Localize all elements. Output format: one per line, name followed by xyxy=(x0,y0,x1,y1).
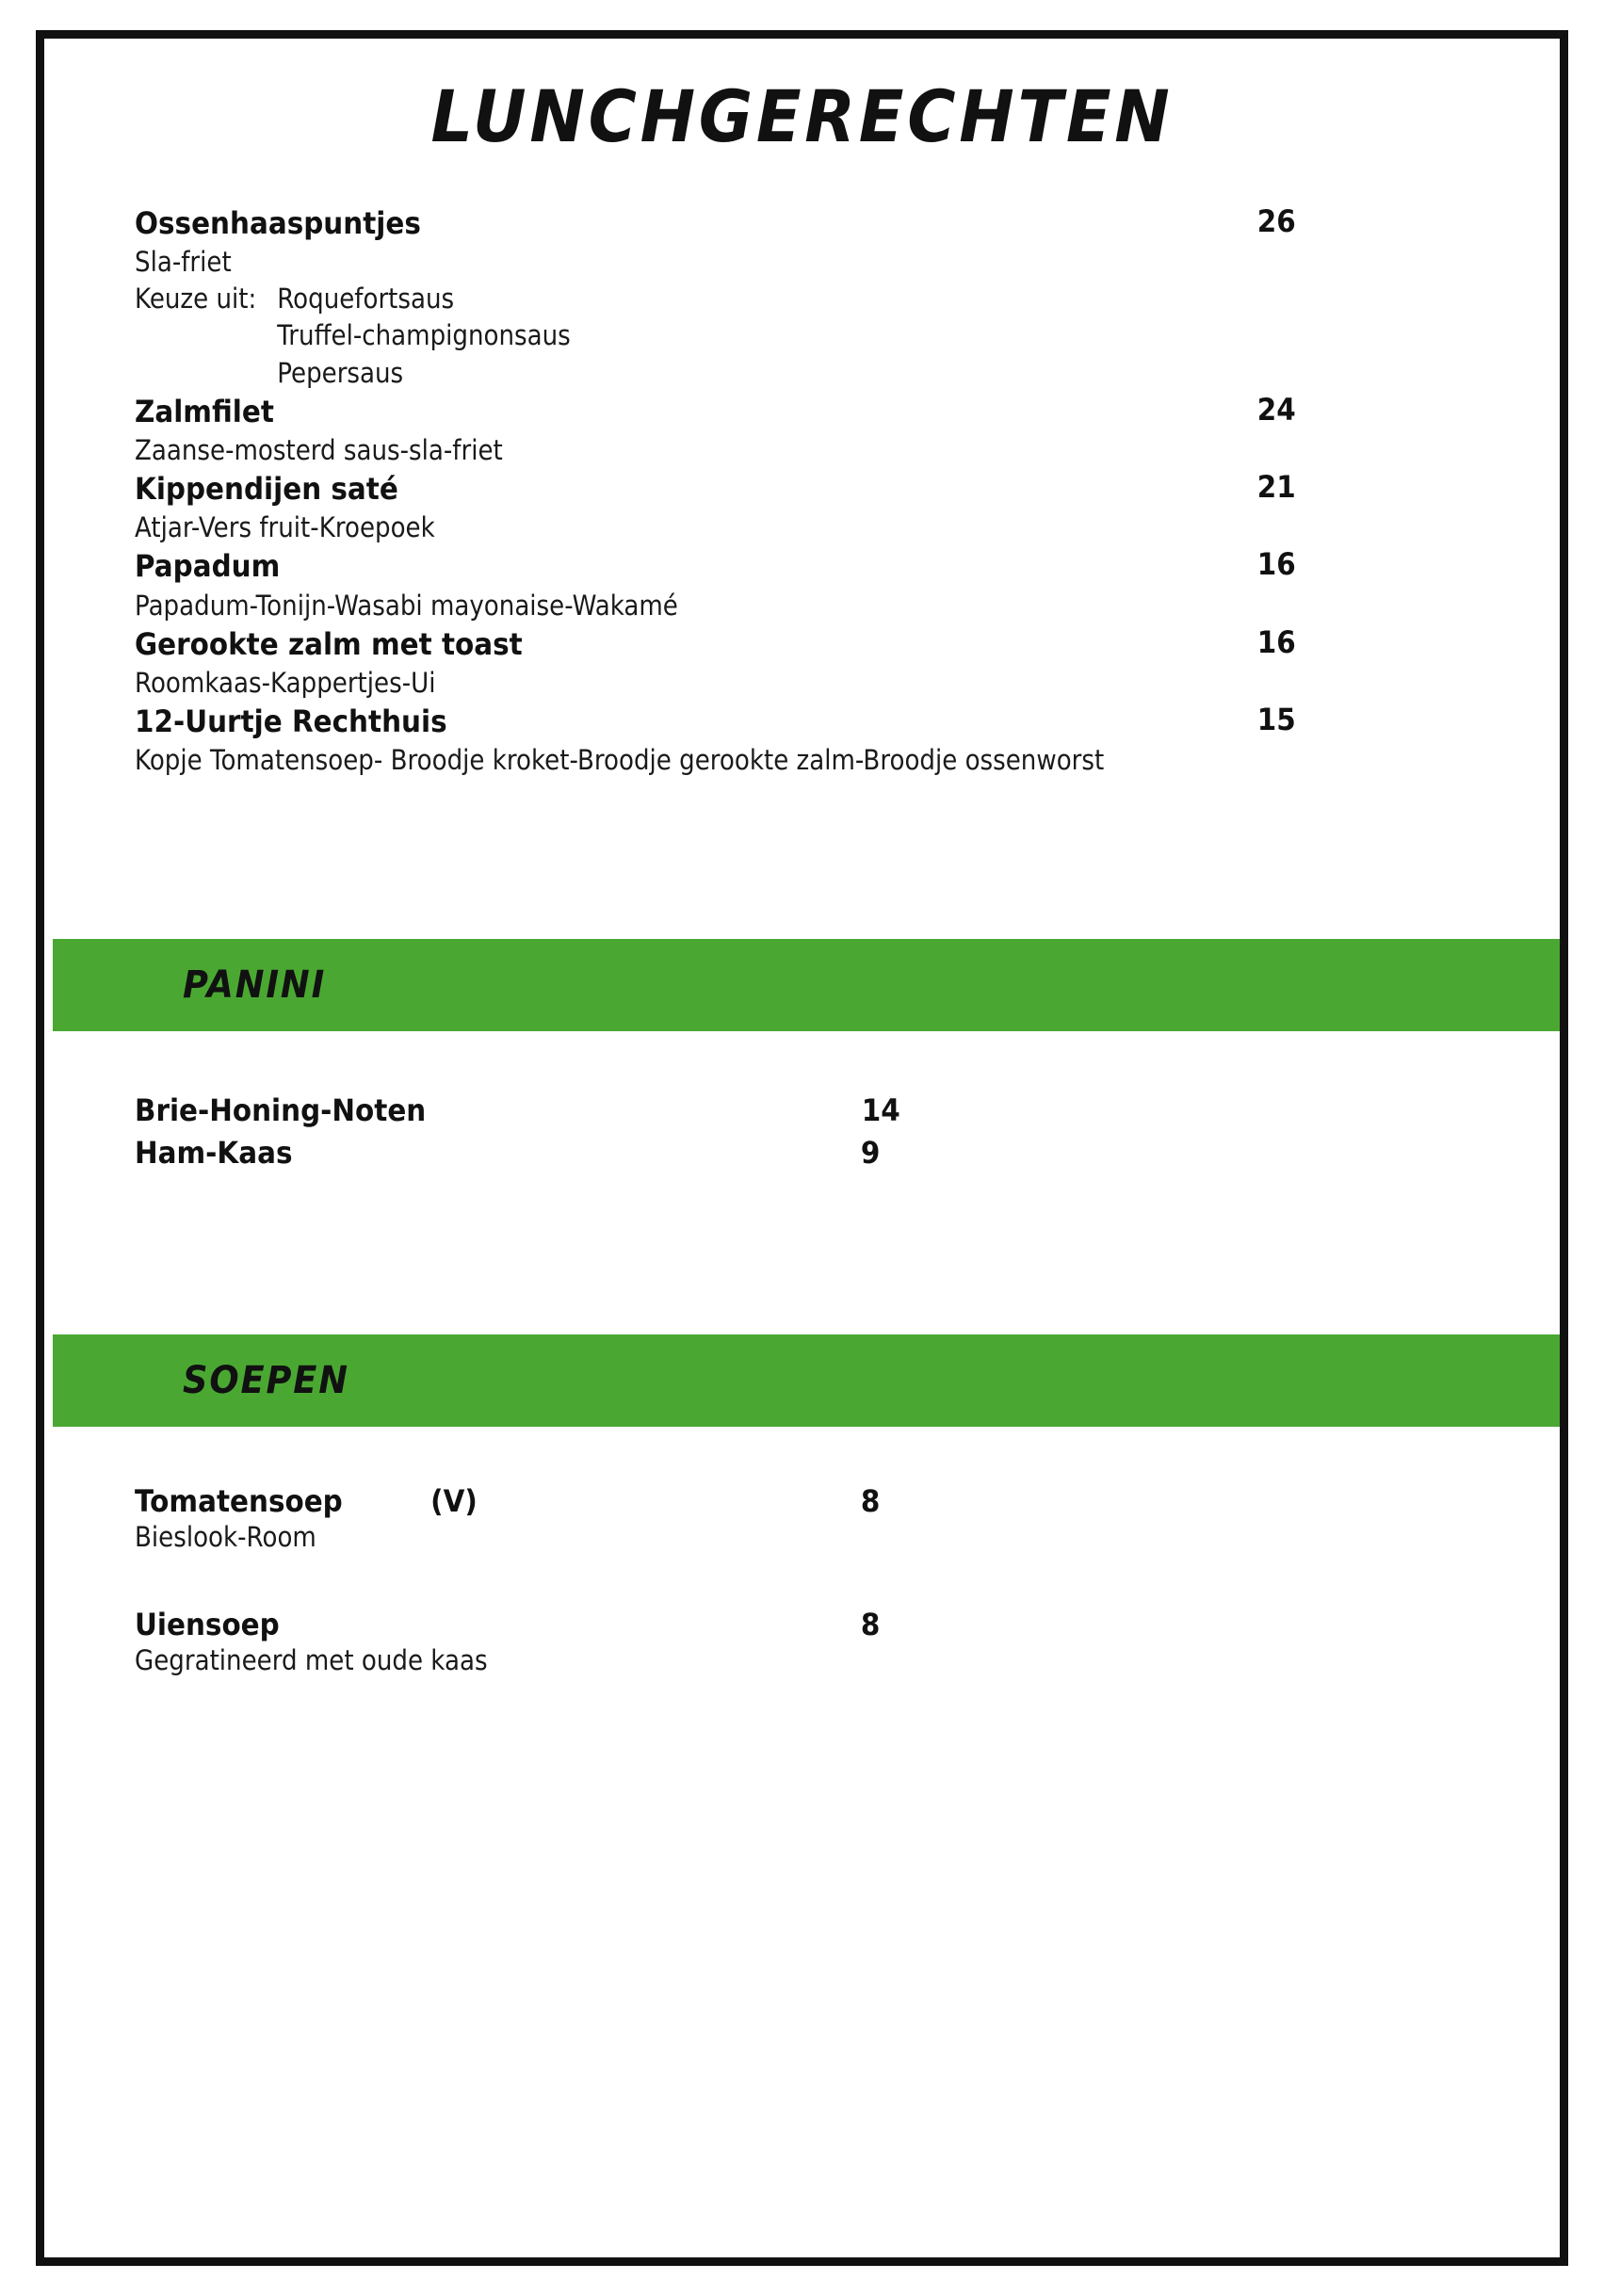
menu-item-price: 16 xyxy=(1256,546,1296,583)
soepen-section-heading: SOEPEN xyxy=(183,1358,349,1402)
soepen-section xyxy=(135,1483,1492,1679)
soepen-section-band xyxy=(53,1334,1568,1427)
soep-item-head xyxy=(135,1607,1492,1642)
panini-item-price: 14 xyxy=(861,1092,900,1129)
soep-item-name: Uiensoep xyxy=(135,1607,280,1643)
choice-option: Pepersaus xyxy=(277,356,404,389)
menu-item-head xyxy=(135,702,1492,742)
soep-item-name: Tomatensoep xyxy=(135,1482,343,1519)
menu-item-price: 15 xyxy=(1256,702,1296,738)
menu-item-name: Zalmfilet xyxy=(135,393,274,429)
menu-item xyxy=(135,546,1492,623)
menu-item xyxy=(135,702,1492,779)
menu-item-price: 16 xyxy=(1256,623,1296,660)
menu-item-name: 12-Uurtje Rechthuis xyxy=(135,703,447,740)
menu-item xyxy=(135,203,1492,392)
soep-spacer xyxy=(135,1556,1492,1605)
panini-section-band xyxy=(53,939,1568,1031)
menu-item-description: Atjar-Vers fruit-Kroepoek xyxy=(135,511,435,544)
panini-item-name: Ham-Kaas xyxy=(135,1135,293,1172)
page-title: LUNCHGERECHTEN xyxy=(430,74,1174,158)
menu-item-price: 24 xyxy=(1256,391,1296,428)
menu-item-price: 26 xyxy=(1256,203,1296,239)
menu-item-description: Roomkaas-Kappertjes-Ui xyxy=(135,666,436,699)
menu-item-description: Papadum-Tonijn-Wasabi mayonaise-Wakamé xyxy=(135,589,678,622)
section-spacer xyxy=(135,779,1492,939)
panini-section xyxy=(135,1090,1492,1174)
choice-option: Roquefortsaus xyxy=(277,283,455,315)
menu-item xyxy=(135,469,1492,546)
panini-item xyxy=(135,1132,1492,1174)
menu-item xyxy=(135,624,1492,702)
soep-item-description: Gegratineerd met oude kaas xyxy=(135,1644,488,1677)
menu-item-name: Kippendijen saté xyxy=(135,471,398,508)
choice-label: Keuze uit: xyxy=(135,283,257,315)
menu-item-description: Kopje Tomatensoep- Broodje kroket-Broodje gerookte zalm-Broodje ossenworst xyxy=(135,744,1105,777)
menu-item-head xyxy=(135,546,1492,587)
menu-item-description: Sla-friet xyxy=(135,246,232,279)
menu-item-name: Gerookte zalm met toast xyxy=(135,625,523,662)
soep-item-price: 8 xyxy=(860,1482,881,1519)
soep-item-description: Bieslook-Room xyxy=(135,1520,316,1553)
menu-item-head xyxy=(135,392,1492,432)
section-spacer xyxy=(135,1174,1492,1334)
panini-item-name: Brie-Honing-Noten xyxy=(135,1092,427,1129)
choice-list xyxy=(277,281,571,391)
band-spacer xyxy=(135,1427,1492,1481)
menu-item-name: Papadum xyxy=(135,548,281,585)
soep-item-vegetarian-tag: (V) xyxy=(430,1482,478,1519)
menu-item-price: 21 xyxy=(1256,469,1296,506)
menu-item-name: Ossenhaaspuntjes xyxy=(135,205,421,241)
menu-item xyxy=(135,392,1492,469)
menu-item-head xyxy=(135,203,1492,244)
menu-frame xyxy=(36,30,1568,2266)
menu-content xyxy=(44,203,1560,1679)
soep-item xyxy=(135,1483,1492,1556)
choice-option: Truffel-champignonsaus xyxy=(277,319,571,352)
soep-item-head xyxy=(135,1483,1492,1519)
menu-item-description: Zaanse-mosterd saus-sla-friet xyxy=(135,433,503,466)
soep-item xyxy=(135,1607,1492,1679)
menu-item-head xyxy=(135,469,1492,509)
panini-section-heading: PANINI xyxy=(183,963,327,1008)
panini-band-wrapper xyxy=(44,939,1560,1031)
menu-item-choices xyxy=(135,281,1356,391)
band-spacer xyxy=(135,1031,1492,1086)
panini-item-price: 9 xyxy=(860,1135,881,1172)
soep-item-price: 8 xyxy=(860,1607,881,1643)
panini-item xyxy=(135,1090,1492,1132)
menu-item-head xyxy=(135,624,1492,665)
soepen-band-wrapper xyxy=(44,1334,1560,1427)
lunch-section xyxy=(135,203,1492,779)
